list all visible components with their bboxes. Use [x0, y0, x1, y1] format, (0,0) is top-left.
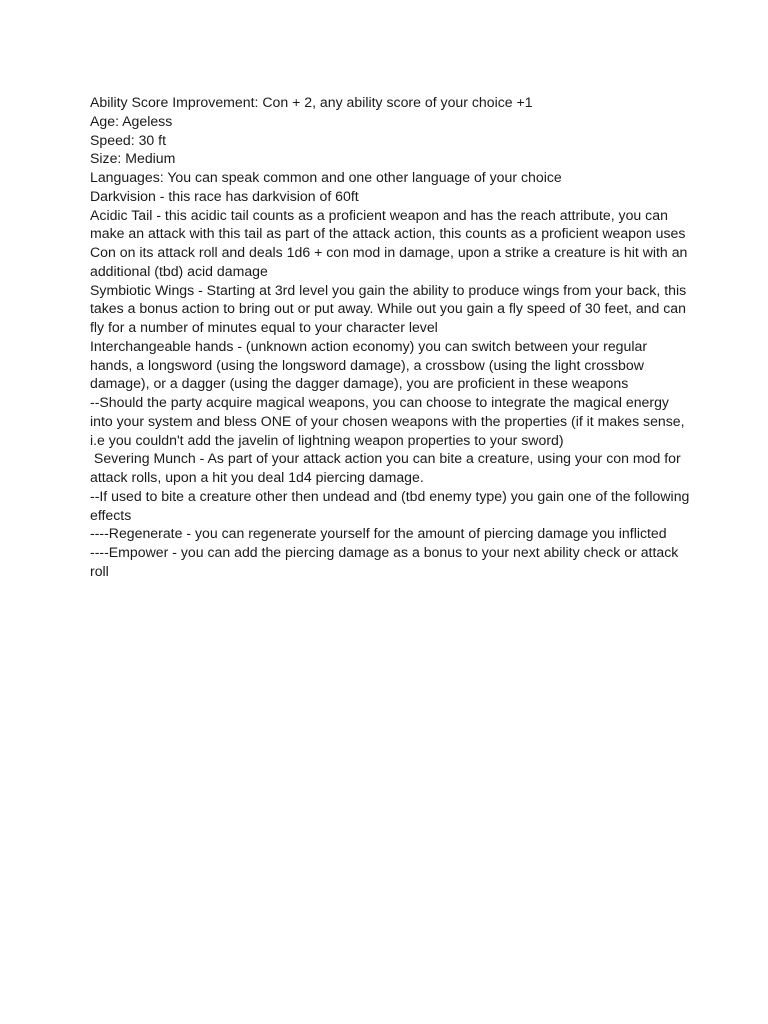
severing-munch-paragraph: Severing Munch - As part of your attack action you can bite a creature, using your con mod for attack rolls, upon a hit you deal 1d4 piercing damage. — [90, 450, 685, 485]
age-line: Age: Ageless — [90, 112, 173, 129]
magical-weapons-paragraph: --Should the party acquire magical weapons, you can choose to integrate the magical energy into your system and bless ONE of your chosen weapons with the properties (if it makes sense, i.e you couldn't add the javelin of lightning weapon properties to your sword) — [90, 394, 689, 448]
acidic-tail-paragraph: Acidic Tail - this acidic tail counts as a proficient weapon and has the reach attribute, you can make an attack with this tail as part of the attack action, this counts as a proficient weapon uses Con on its attack roll and deals 1d6 + con mod in damage, upon a strike a creature is hit with an additional (tbd) acid damage — [90, 206, 692, 279]
ability-score-line: Ability Score Improvement: Con + 2, any ability score of your choice +1 — [90, 94, 533, 110]
size-line: Size: Medium — [90, 150, 176, 167]
empower-line: ----Empower - you can add the piercing damage as a bonus to your next ability check or attack roll — [90, 544, 683, 579]
interchangeable-hands-paragraph: Interchangeable hands - (unknown action economy) you can switch between your regular hands, a longsword (using the longsword damage), a crossbow (using the light crossbow damage), or a dagger (using the dagger damage), you are proficient in these weapons — [90, 337, 651, 392]
bite-effects-paragraph: --If used to bite a creature other then undead and (tbd enemy type) you gain one of the following effects — [90, 487, 694, 523]
languages-line: Languages: You can speak common and one other language of your choice — [90, 169, 562, 185]
regenerate-line: ----Regenerate - you can regenerate yourself for the amount of piercing damage you inflicted — [90, 525, 667, 542]
darkvision-line: Darkvision - this race has darkvision of 60ft — [90, 187, 359, 204]
symbiotic-wings-paragraph: Symbiotic Wings - Starting at 3rd level you gain the ability to produce wings from your back, this takes a bonus action to bring out or put away. While out you gain a fly speed of 30 feet, and can fly for a number of minutes equal to your character level — [90, 281, 691, 335]
document-body — [90, 93, 694, 581]
speed-line: Speed: 30 ft — [90, 131, 167, 148]
